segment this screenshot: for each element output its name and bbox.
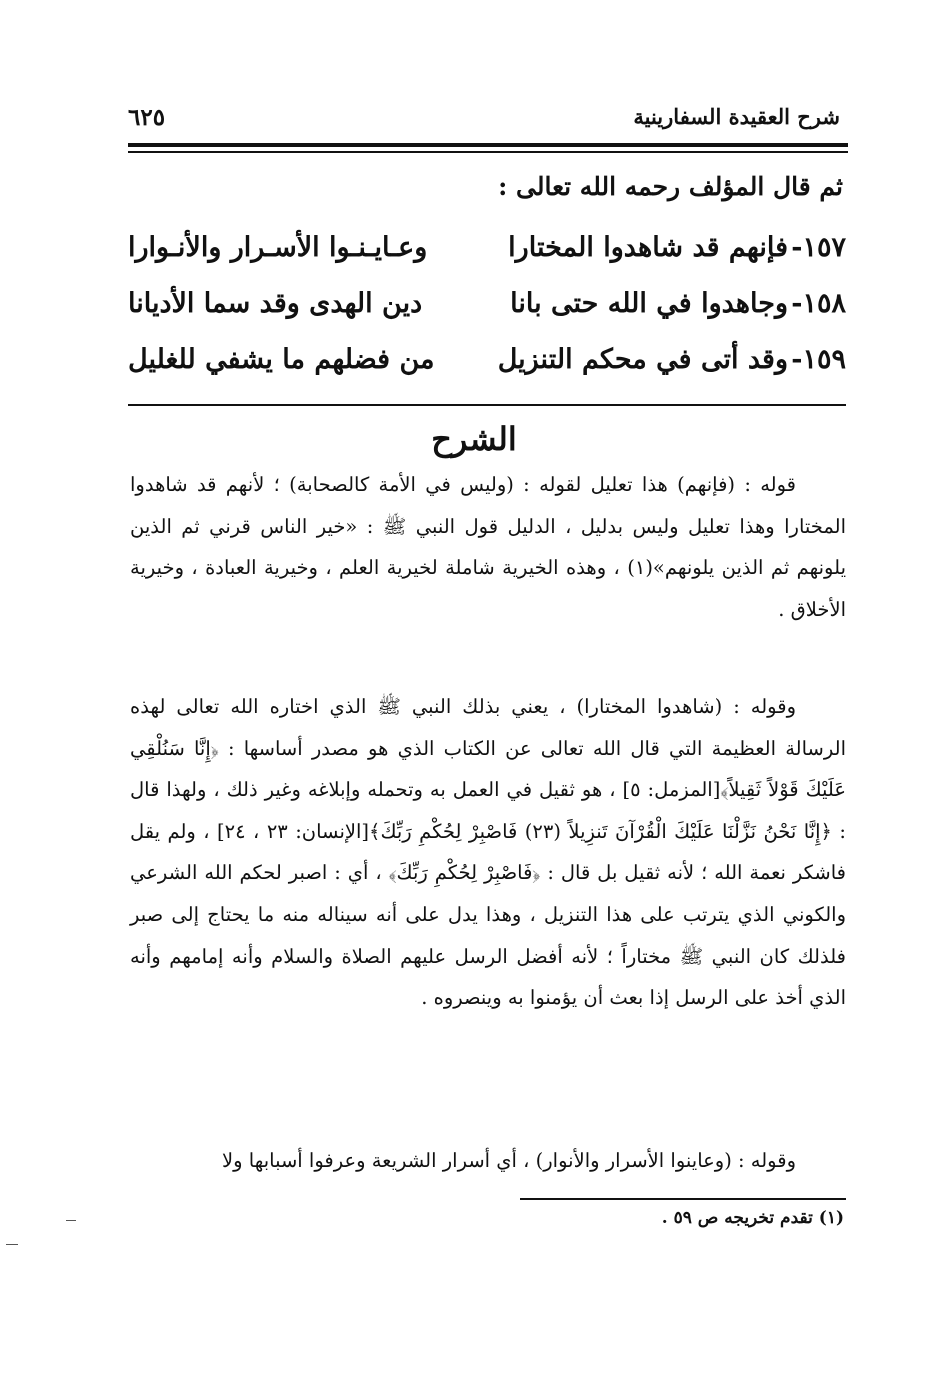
scan-mark [6,1244,18,1245]
footnote-rule [520,1198,846,1200]
verse-number: ١٥٨- [791,288,846,319]
verse-first-hemistich: فإنهم قد شاهدوا المختارا [508,232,788,263]
commentary-paragraph: وقوله : (وعاينوا الأسرار والأنوار) ، أي أسرار الشريعة وعرفوا أسبابها ولا [222,1149,796,1172]
scan-mark [66,1220,76,1221]
verse-line [128,344,846,394]
section-divider [128,404,846,406]
verse-line [128,288,846,338]
intro-line: ثم قال المؤلف رحمه الله تعالى : [498,172,843,201]
verse-line [128,232,846,282]
verse-second-hemistich: من فضلهم ما يشفي للغليل [128,344,435,375]
running-header-title: شرح العقيدة السفارينية [633,104,840,129]
header-rule-thick [128,143,848,147]
verse-number: ١٥٧- [791,232,846,263]
commentary-paragraph: وقوله : (شاهدوا المختارا) ، يعني بذلك النبي ﷺ الذي اختاره الله تعالى لهذه الرسالة العظيمة التي قال الله تعالى عن الكتاب الذي هو مصدر أساسها : ﴿إِنَّا سَنُلْقِي عَلَيْكَ قَوْلاً ثَقِيلاً﴾[المزمل: ٥] ، هو ثقيل في العمل به وتحمله وإبلاغه وغير ذلك ، ولهذا قال : ﴿إِنَّا نَحْنُ نَزَّلْنَا عَلَيْكَ الْقُرْآنَ تَنزِيلاً (٢٣) فَاصْبِرْ لِحُكْمِ رَبِّكَ﴾[الإنسان: ٢٣ ، ٢٤] ، ولم يقل فاشكر نعمة الله ؛ لأنه ثقيل بل قال : ﴿فَاصْبِرْ لِحُكْمِ رَبِّكَ﴾ ، أي : اصبر لحكم الله الشرعي والكوني الذي يترتب على هذا التنزيل ، وهذا يدل على أنه سيناله منه ما يحتاج إلى صبر فلذلك كان النبي ﷺ مختاراً ؛ لأنه أفضل الرسل عليهم الصلاة والسلام وأنه إمامهم وأنه الذي أخذ على الرسل إذا بعث أن يؤمنوا به وينصروه . [130,695,846,1010]
footnote: (١) تقدم تخريجه ص ٥٩ . [661,1208,844,1228]
commentary-paragraph: قوله : (فإنهم) هذا تعليل لقوله : (وليس في الأمة كالصحابة) ؛ لأنهم قد شاهدوا المختارا وهذا تعليل وليس بدليل ، الدليل قول النبي ﷺ : «خير الناس قرني ثم الذين يلونهم ثم الذين يلونهم»(١) ، وهذه الخيرية شاملة لخيرية العلم ، وخيرية العبادة ، وخيرية الأخلاق . [130,473,847,621]
page-number: ٦٢٥ [128,104,166,131]
section-title: الشرح [431,420,517,458]
header-rule-thin [128,151,848,153]
verse-first-hemistich: وجاهدوا في الله حتى بانا [510,288,788,319]
verse-first-hemistich: وقد أتى في محكم التنزيل [497,344,788,375]
verse-second-hemistich: دين الهدى وقد سما الأديانا [128,288,423,319]
verse-number: ١٥٩- [791,344,846,375]
verse-second-hemistich: وعـايـنـوا الأسـرار والأنـوارا [128,232,428,263]
